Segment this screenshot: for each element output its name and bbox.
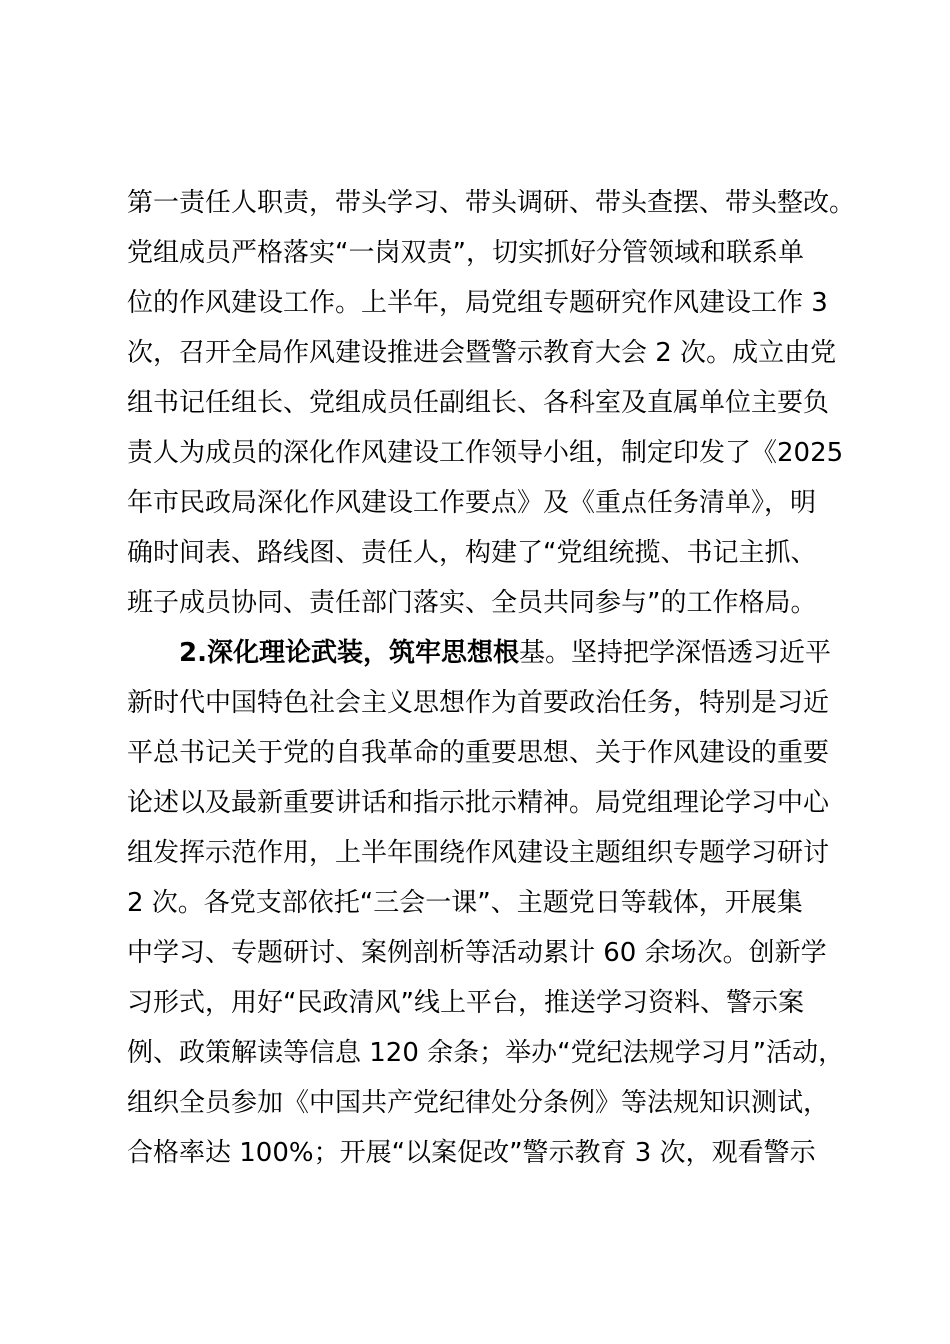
paragraph-line: 第一责任人职责，带头学习、带头调研、带头查摆、带头整改。 bbox=[127, 188, 856, 218]
paragraph-line: 新时代中国特色社会主义思想作为首要政治任务，特别是习近 bbox=[127, 688, 830, 718]
paragraph-line: 论述以及最新重要讲话和指示批示精神。局党组理论学习中心 bbox=[127, 788, 830, 818]
paragraph-line: 中学习、专题研讨、案例剖析等活动累计 60 余场次。创新学 bbox=[127, 938, 827, 968]
paragraph-line: 确时间表、路线图、责任人，构建了“党组统揽、书记主抓、 bbox=[127, 538, 817, 568]
paragraph-line: 班子成员协同、责任部门落实、全员共同参与”的工作格局。 bbox=[127, 588, 817, 618]
paragraph-line: 平总书记关于党的自我革命的重要思想、关于作风建设的重要 bbox=[127, 738, 830, 768]
paragraph-line: 责人为成员的深化作风建设工作领导小组，制定印发了《2025 bbox=[127, 438, 844, 468]
paragraph-line: 2 次。各党支部依托“三会一课”、主题党日等载体，开展集 bbox=[127, 888, 803, 918]
paragraph-line: 党组成员严格落实“一岗双责”，切实抓好分管领域和联系单 bbox=[127, 238, 804, 268]
paragraph-line: 习形式，用好“民政清风”线上平台，推送学习资料、警示案 bbox=[127, 988, 804, 1018]
paragraph-line: 次，召开全局作风建设推进会暨警示教育大会 2 次。成立由党 bbox=[127, 338, 837, 368]
section-heading: 2.深化理论武装，筑牢思想根 bbox=[179, 638, 519, 668]
section-heading-line bbox=[127, 628, 837, 678]
paragraph-line: 组发挥示范作用，上半年围绕作风建设主题组织专题学习研讨 bbox=[127, 838, 830, 868]
paragraph-line: 组织全员参加《中国共产党纪律处分条例》等法规知识测试， bbox=[127, 1088, 830, 1118]
section-heading-continuation: 基。坚持把学深悟透习近平 bbox=[518, 638, 831, 668]
paragraph-line: 组书记任组长、党组成员任副组长、各科室及直属单位主要负 bbox=[127, 388, 830, 418]
paragraph-line: 例、政策解读等信息 120 余条；举办“党纪法规学习月”活动， bbox=[127, 1038, 845, 1068]
paragraph-line: 位的作风建设工作。上半年，局党组专题研究作风建设工作 3 bbox=[127, 288, 828, 318]
paragraph-line: 合格率达 100%；开展“以案促改”警示教育 3 次，观看警示 bbox=[127, 1138, 816, 1168]
document-body bbox=[127, 178, 856, 1178]
paragraph-line: 年市民政局深化作风建设工作要点》及《重点任务清单》，明 bbox=[127, 488, 817, 518]
